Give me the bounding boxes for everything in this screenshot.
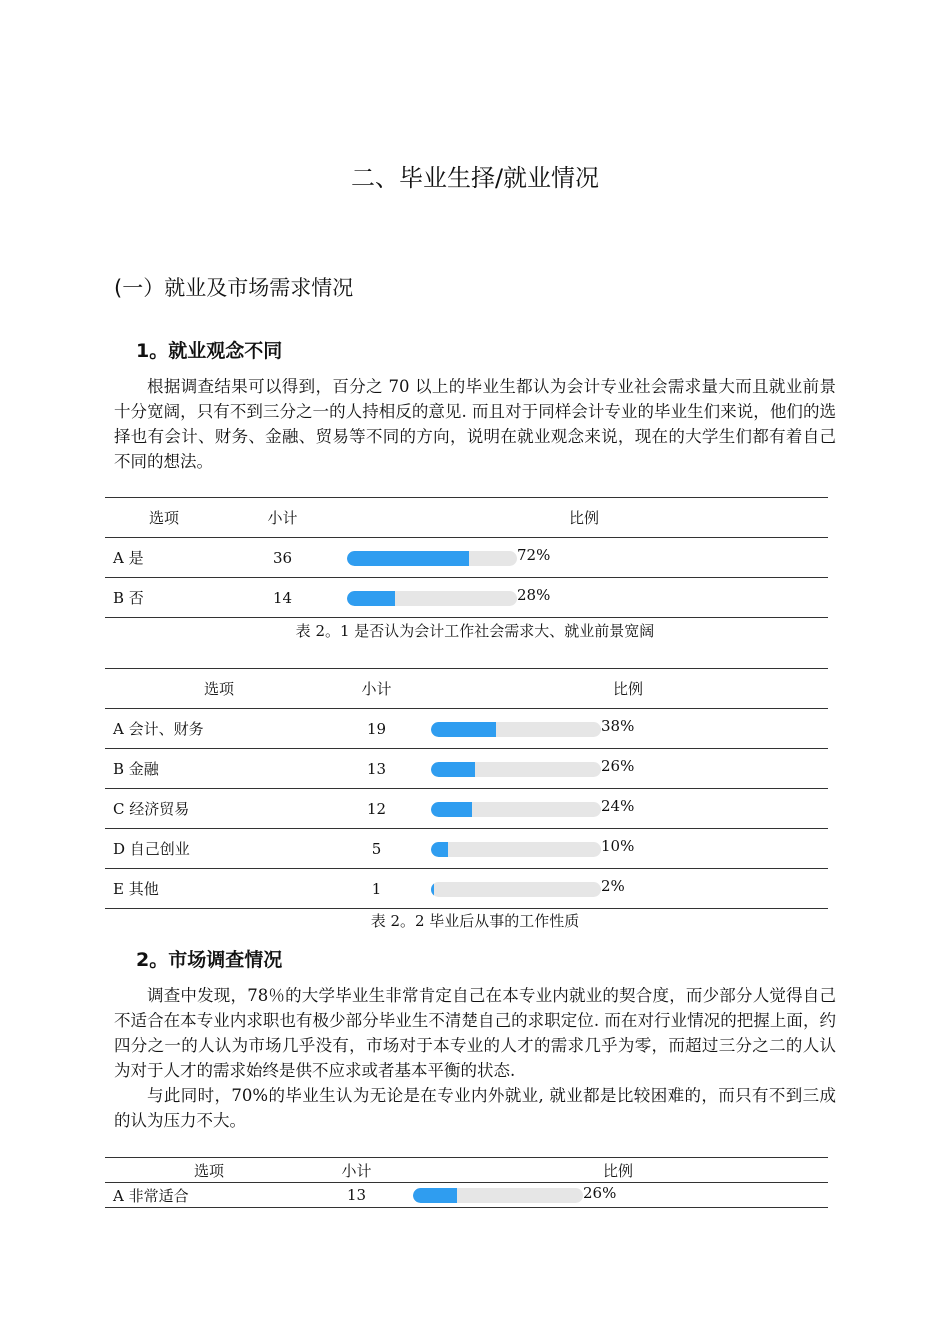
row-percent: 28% <box>517 586 551 604</box>
table-2-caption: 表 2。2 毕业后从事的工作性质 <box>370 912 580 930</box>
table-row <box>105 578 828 618</box>
table-row <box>105 869 828 909</box>
header-ratio: 比例 <box>428 669 828 709</box>
table-row <box>105 789 828 829</box>
progress-bar <box>347 591 517 606</box>
row-percent: 38% <box>601 717 635 735</box>
progress-fill <box>413 1188 457 1203</box>
table-row <box>105 709 828 749</box>
row-option: A 是 <box>105 538 225 578</box>
row-option: A 会计、财务 <box>105 709 325 749</box>
row-ratio <box>428 789 828 829</box>
table-header-row <box>105 1158 828 1183</box>
subsection-heading-1: 1。就业观念不同 <box>136 340 283 362</box>
row-ratio <box>428 749 828 789</box>
table-row <box>105 829 828 869</box>
row-option: D 自己创业 <box>105 829 325 869</box>
row-option: A 非常适合 <box>105 1183 305 1208</box>
row-percent: 10% <box>601 837 635 855</box>
header-option: 选项 <box>105 669 325 709</box>
header-option: 选项 <box>105 1158 305 1183</box>
paragraph-1 <box>114 374 836 474</box>
row-percent: 2% <box>601 877 625 895</box>
row-percent: 24% <box>601 797 635 815</box>
progress-bar <box>413 1188 583 1203</box>
row-percent: 26% <box>583 1183 617 1202</box>
progress-bar <box>431 762 601 777</box>
header-ratio: 比例 <box>340 498 828 538</box>
header-count: 小计 <box>225 498 340 538</box>
header-count: 小计 <box>305 1158 408 1183</box>
progress-bar <box>431 882 601 897</box>
row-ratio <box>428 709 828 749</box>
row-option: E 其他 <box>105 869 325 909</box>
table-header-row <box>105 498 828 538</box>
subsection-heading-2: 2。市场调查情况 <box>136 949 283 971</box>
row-percent: 72% <box>517 546 551 564</box>
survey-table-2 <box>105 668 828 909</box>
row-option: B 否 <box>105 578 225 618</box>
paragraph-1-text: 根据调查结果可以得到，百分之 70 以上的毕业生都认为会计专业社会需求量大而且就业前景十分宽阔，只有不到三分之一的人持相反的意见. 而且对于同样会计专业的毕业生们来说，他们的选择也有会计、财务、金融、贸易等不同的方向，说明在就业观念来说，现在的大学生们都有着自己不同的想法。 <box>114 377 836 471</box>
progress-fill <box>431 802 472 817</box>
survey-table-1 <box>105 497 828 618</box>
page-title: 二、毕业生择/就业情况 <box>350 164 600 192</box>
paragraph-2-text: 调查中发现，78％的大学毕业生非常肯定自己在本专业内就业的契合度，而少部分人觉得自己不适合在本专业内求职也有极少部分毕业生不清楚自己的求职定位. 而在对行业情况的把握上面，约四分之一的人认为市场几乎没有，市场对于本专业的人才的需求几乎为零，而超过三分之二的人认为对于人才的需求始终是供不应求或者基本平衡的状态. <box>114 986 836 1080</box>
row-count: 12 <box>325 789 428 829</box>
row-count: 36 <box>225 538 340 578</box>
row-option: C 经济贸易 <box>105 789 325 829</box>
row-ratio <box>408 1183 828 1208</box>
progress-fill <box>431 722 496 737</box>
table-row <box>105 749 828 789</box>
progress-fill <box>431 842 448 857</box>
survey-table-3 <box>105 1157 828 1208</box>
progress-fill <box>347 591 395 606</box>
row-count: 5 <box>325 829 428 869</box>
progress-bar <box>431 802 601 817</box>
progress-fill <box>431 762 475 777</box>
row-count: 13 <box>325 749 428 789</box>
row-option: B 金融 <box>105 749 325 789</box>
progress-bar <box>347 551 517 566</box>
row-count: 19 <box>325 709 428 749</box>
row-percent: 26% <box>601 757 635 775</box>
row-ratio <box>340 578 828 618</box>
paragraph-3-text: 与此同时，70%的毕业生认为无论是在专业内外就业, 就业都是比较困难的，而只有不到三成的认为压力不大。 <box>114 1086 836 1130</box>
row-count: 1 <box>325 869 428 909</box>
table-header-row <box>105 669 828 709</box>
row-count: 14 <box>225 578 340 618</box>
row-ratio <box>340 538 828 578</box>
table-1-caption: 表 2。1 是否认为会计工作社会需求大、就业前景宽阔 <box>295 622 655 640</box>
table-row <box>105 538 828 578</box>
progress-fill <box>431 882 434 897</box>
row-count: 13 <box>305 1183 408 1208</box>
progress-bar <box>431 722 601 737</box>
row-ratio <box>428 869 828 909</box>
header-option: 选项 <box>105 498 225 538</box>
row-ratio <box>428 829 828 869</box>
paragraph-2 <box>114 983 836 1133</box>
progress-fill <box>347 551 469 566</box>
header-count: 小计 <box>325 669 428 709</box>
section-heading: (一）就业及市场需求情况 <box>114 276 354 300</box>
table-row <box>105 1183 828 1208</box>
header-ratio: 比例 <box>408 1158 828 1183</box>
progress-bar <box>431 842 601 857</box>
